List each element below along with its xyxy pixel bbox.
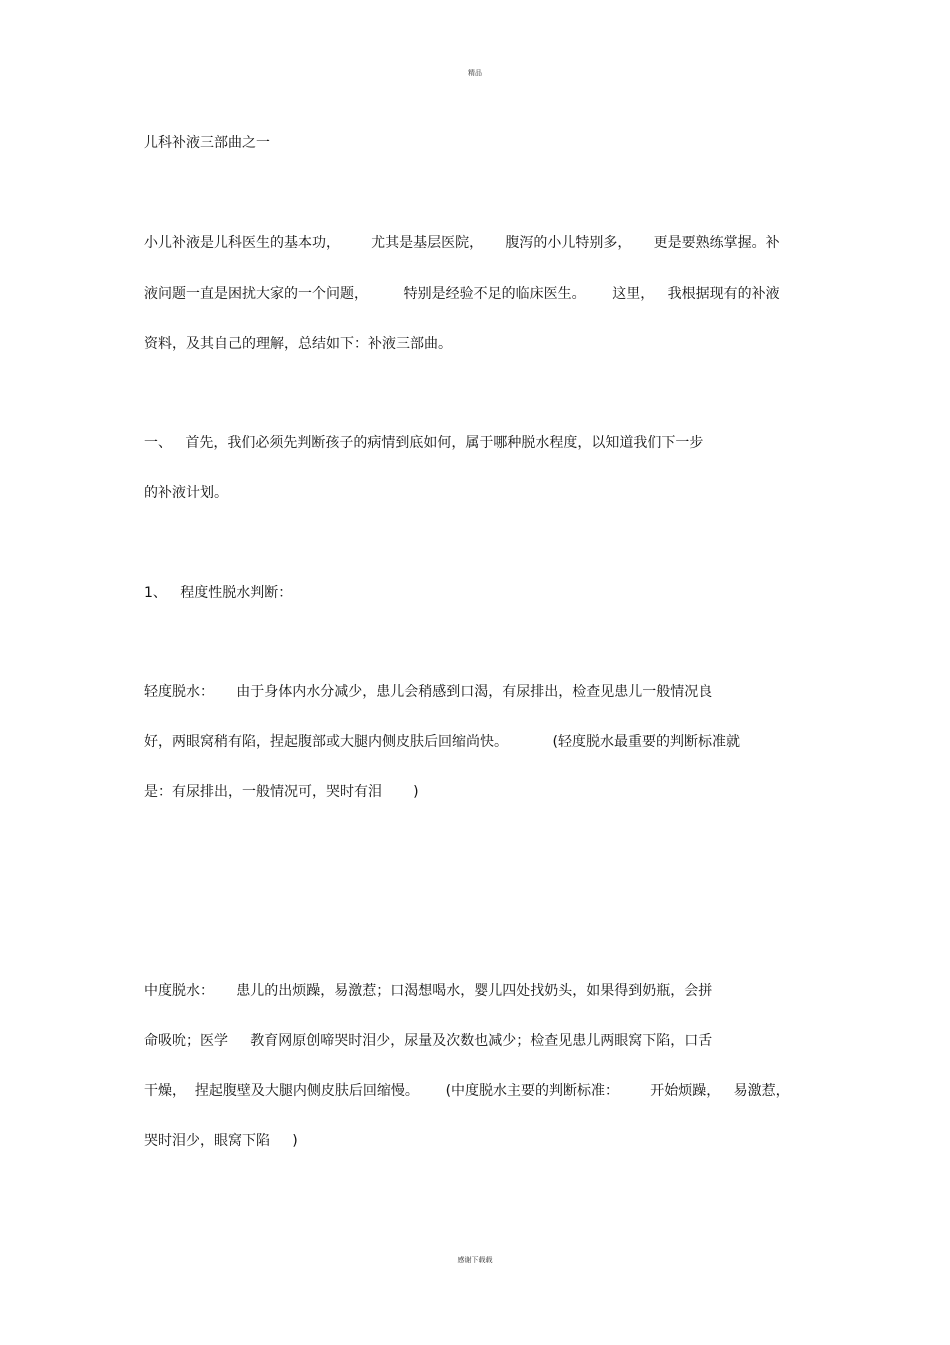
paragraph-line: 资料，及其自己的理解，总结如下：补液三部曲。 bbox=[144, 336, 452, 352]
paragraph-line: 小儿补液是儿科医生的基本功， 尤其是基层医院， 腹泻的小儿特别多， 更是要熟练掌握。补 bbox=[144, 235, 780, 251]
document-title: 儿科补液三部曲之一 bbox=[144, 135, 270, 151]
paragraph-line: 液问题一直是困扰大家的一个问题， 特别是经验不足的临床医生。 这里， 我根据现有的补液 bbox=[144, 286, 780, 302]
mild-dehydration-line: 是：有尿排出，一般情况可，哭时有泪 ) bbox=[144, 784, 419, 800]
moderate-dehydration-line: 中度脱水： 患儿的出烦躁，易激惹；口渴想喝水，婴儿四处找奶头，如果得到奶瓶，会拼 bbox=[144, 983, 713, 999]
subsection-heading: 1、 程度性脱水判断： bbox=[144, 585, 293, 601]
mild-dehydration-line: 轻度脱水： 由于身体内水分减少，患儿会稍感到口渴，有尿排出，检查见患儿一般情况良 bbox=[144, 684, 713, 700]
page-footer: 感谢下载载 bbox=[457, 1256, 493, 1264]
page-header: 精品 bbox=[468, 69, 482, 77]
section-line: 一、 首先，我们必须先判断孩子的病情到底如何，属于哪种脱水程度，以知道我们下一步 bbox=[144, 435, 704, 451]
moderate-dehydration-line: 命吸吮；医学 教育网原创啼哭时泪少，尿量及次数也减少；检查见患儿两眼窝下陷，口舌 bbox=[144, 1033, 713, 1049]
section-line: 的补液计划。 bbox=[144, 485, 228, 501]
moderate-dehydration-line: 干燥， 捏起腹壁及大腿内侧皮肤后回缩慢。 (中度脱水主要的判断标准： 开始烦躁， 易激惹， bbox=[144, 1083, 790, 1099]
mild-dehydration-line: 好，两眼窝稍有陷，捏起腹部或大腿内侧皮肤后回缩尚快。 (轻度脱水最重要的判断标准就 bbox=[144, 734, 740, 750]
moderate-dehydration-line: 哭时泪少，眼窝下陷 ) bbox=[144, 1133, 298, 1149]
